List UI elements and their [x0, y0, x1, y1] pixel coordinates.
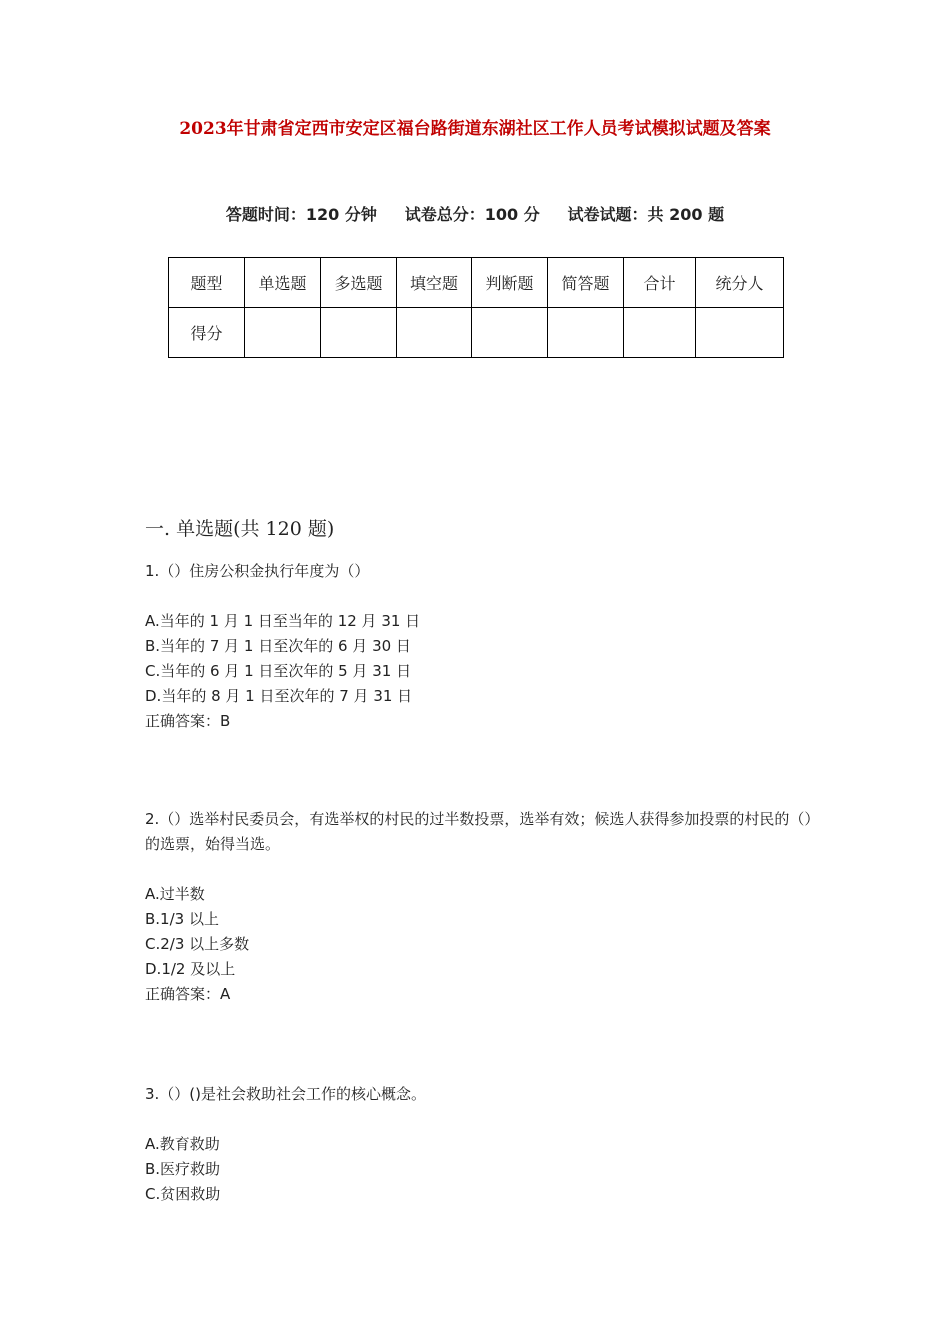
score-table-header-row [169, 258, 784, 308]
question-stem: 1.（）住房公积金执行年度为（） [145, 562, 370, 580]
score-cell[interactable] [624, 308, 696, 358]
score-table-score-row [169, 308, 784, 358]
header-cell-type: 题型 [169, 258, 245, 308]
answer: 正确答案：B [145, 712, 231, 730]
document-title: 2023年甘肃省定西市安定区福台路街道东湖社区工作人员考试模拟试题及答案 [179, 119, 771, 139]
score-cell[interactable] [245, 308, 321, 358]
option-a: A.过半数 [145, 885, 205, 903]
question-2 [145, 807, 815, 1007]
option-b: B.当年的 7 月 1 日至次年的 6 月 30 日 [145, 637, 411, 655]
question-1 [145, 559, 815, 734]
header-cell-fill: 填空题 [397, 258, 472, 308]
exam-meta: 答题时间：120 分钟 试卷总分：100 分 试卷试题：共 200 题 [225, 205, 725, 224]
score-cell[interactable] [472, 308, 548, 358]
question-stem: 3.（）()是社会救助社会工作的核心概念。 [145, 1085, 427, 1103]
score-cell[interactable] [548, 308, 624, 358]
option-b: B.医疗救助 [145, 1160, 221, 1178]
score-table [168, 257, 784, 358]
header-cell-single: 单选题 [245, 258, 321, 308]
option-b: B.1/3 以上 [145, 910, 219, 928]
option-d: D.1/2 及以上 [145, 960, 236, 978]
score-cell[interactable] [397, 308, 472, 358]
header-cell-scorer: 统分人 [696, 258, 784, 308]
option-c: C.当年的 6 月 1 日至次年的 5 月 31 日 [145, 662, 412, 680]
option-c: C.贫困救助 [145, 1185, 221, 1203]
score-cell[interactable] [696, 308, 784, 358]
header-cell-multiple: 多选题 [321, 258, 397, 308]
option-d: D.当年的 8 月 1 日至次年的 7 月 31 日 [145, 687, 413, 705]
question-3 [145, 1082, 815, 1207]
header-cell-short: 简答题 [548, 258, 624, 308]
option-a: A.教育救助 [145, 1135, 220, 1153]
option-a: A.当年的 1 月 1 日至当年的 12 月 31 日 [145, 612, 421, 630]
section-heading: 一. 单选题(共 120 题) [145, 518, 335, 540]
question-stem: 2.（）选举村民委员会，有选举权的村民的过半数投票，选举有效；候选人获得参加投票的村民的（）的选票，始得当选。 [145, 810, 812, 853]
answer: 正确答案：A [145, 985, 231, 1003]
header-cell-total: 合计 [624, 258, 696, 308]
score-row-label: 得分 [169, 308, 245, 358]
score-cell[interactable] [321, 308, 397, 358]
option-c: C.2/3 以上多数 [145, 935, 250, 953]
header-cell-judge: 判断题 [472, 258, 548, 308]
